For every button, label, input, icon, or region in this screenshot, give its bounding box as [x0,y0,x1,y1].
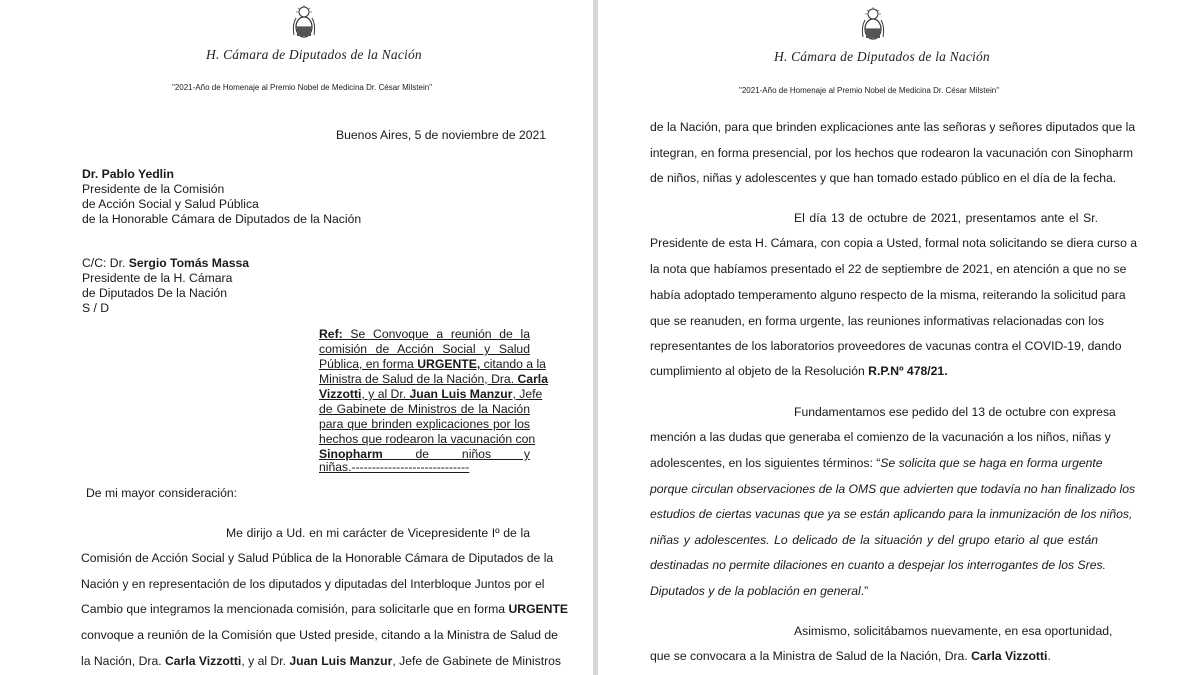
body-line: estudios de ciertas vacunas que ya se están aplicando para la inmunización de los niños, [650,507,1133,521]
body-line: Nación y en representación de los diputados y diputadas del Interbloque Juntos por el [81,577,545,591]
addressee-line: de Acción Social y Salud Pública [82,197,259,211]
body-line: de la Nación, para que brinden explicaciones ante las señoras y señores diputados que la [650,120,1136,134]
body-line: Fundamentamos ese pedido del 13 de octubre con expresa [794,405,1116,419]
reference-line: comisión de Acción Social y Salud [319,342,530,356]
addressee-name: Dr. Pablo Yedlin [82,167,174,181]
national-coat-of-arms-icon [860,7,886,43]
addressee-line: Presidente de la Comisión [82,182,225,196]
reference-line: Ministra de Salud de la Nación, Dra. Carla [319,372,548,386]
reference-line: Vizzotti, y al Dr. Juan Luis Manzur, Jefe [319,387,543,401]
reference-line: Pública, en forma URGENTE, citando a la [319,357,546,371]
cc-name: Sergio Tomás Massa [128,256,250,270]
body-line: Cambio que integramos la mencionada comisión, para solicitarle que en forma URGENTE [81,602,569,616]
cc-line: Presidente de la H. Cámara [82,271,233,285]
body-line: cumplimiento al objeto de la Resolución R.P.Nº 478/21. [650,364,948,378]
national-coat-of-arms-icon [291,5,317,41]
cc-line [82,256,249,271]
reference-line: para que brinden explicaciones por los [319,417,530,431]
reference-line: Sinopharm de niños y [319,447,530,461]
year-motto: "2021-Año de Homenaje al Premio Nobel de Medicina Dr. César Milstein" [172,83,433,92]
reference-line: hechos que rodearon la vacunación con [319,432,536,446]
year-motto: "2021-Año de Homenaje al Premio Nobel de Medicina Dr. César Milstein" [739,86,1000,95]
body-line: de niños, niñas y adolescentes y que han tomado estado público en el día de la fecha. [650,171,1117,185]
greeting: De mi mayor consideración: [86,486,238,500]
body-line: representantes de los laboratorios proveedores de vacunas contra el COVID-19, dando [650,339,1122,353]
reference-line: Ref: Se Convoque a reunión de la [319,327,530,341]
body-line: que se convocara a la Ministra de Salud de la Nación, Dra. Carla Vizzotti. [650,649,1051,663]
body-line: Asimismo, solicitábamos nuevamente, en esa oportunidad, [794,624,1113,638]
addressee-line: de la Honorable Cámara de Diputados de la Nación [82,212,362,226]
body-line: Me dirijo a Ud. en mi carácter de Vicepresidente Iº de la [226,526,530,540]
body-line: El día 13 de octubre de 2021, presentamos ante el Sr. [794,211,1098,225]
body-line: la Nación, Dra. Carla Vizzotti, y al Dr. Juan Luis Manzur, Jefe de Gabinete de Ministros [81,654,562,668]
body-line: mención a las dudas que generaba el comienzo de la vacunación a los niños, niñas y [650,430,1111,444]
cc-block [82,256,249,316]
body-line: Diputados y de la población en general.” [650,584,869,598]
chamber-letterhead: H. Cámara de Diputados de la Nación [206,47,422,62]
body-line: porque circulan observaciones de la OMS que advierten que todavía no han finalizado los [650,482,1136,496]
cc-prefix: C/C: Dr. [82,256,129,270]
cc-line: de Diputados De la Nación [82,286,227,300]
body-line: la nota que habíamos presentado el 22 de septiembre de 2021, en atención a que no se [650,262,1127,276]
chamber-letterhead: H. Cámara de Diputados de la Nación [774,49,990,64]
body-line: niñas y adolescentes. Lo delicado de la situación y del grupo etario al que están [650,533,1098,547]
body-line: integran, en forma presencial, por los hechos que rodearon la vacunación con Sinopharm [650,146,1134,160]
letter-page-1 [0,0,593,675]
reference-line: niñas.----------------------------- [319,460,470,474]
addressee-block [82,167,361,227]
body-line: Presidente de esta H. Cámara, con copia a Usted, formal nota solicitando se diera curso a [650,236,1138,250]
body-line: Comisión de Acción Social y Salud Pública de la Honorable Cámara de Diputados de la [81,551,554,565]
date-line: Buenos Aires, 5 de noviembre de 2021 [336,128,547,142]
body-line: había adoptado temperamento alguno respecto de la misma, reiterando la solicitud para [650,288,1126,302]
cc-line: S / D [82,301,110,315]
body-line: adolescentes, en los siguientes términos: “Se solicita que se haga en forma urgente [650,456,1103,470]
body-line: convoque a reunión de la Comisión que Usted preside, citando a la Ministra de Salud de [81,628,558,642]
body-line: destinadas no permite dilaciones en cuanto a despejar los interrogantes de los Sres. [650,558,1106,572]
reference-line: de Gabinete de Ministros de la Nación [319,402,530,416]
letter-page-2 [598,0,1200,675]
reference-label: Ref: [319,327,343,341]
body-line: que se reanuden, en forma urgente, las reuniones informativas relacionadas con los [650,314,1104,328]
